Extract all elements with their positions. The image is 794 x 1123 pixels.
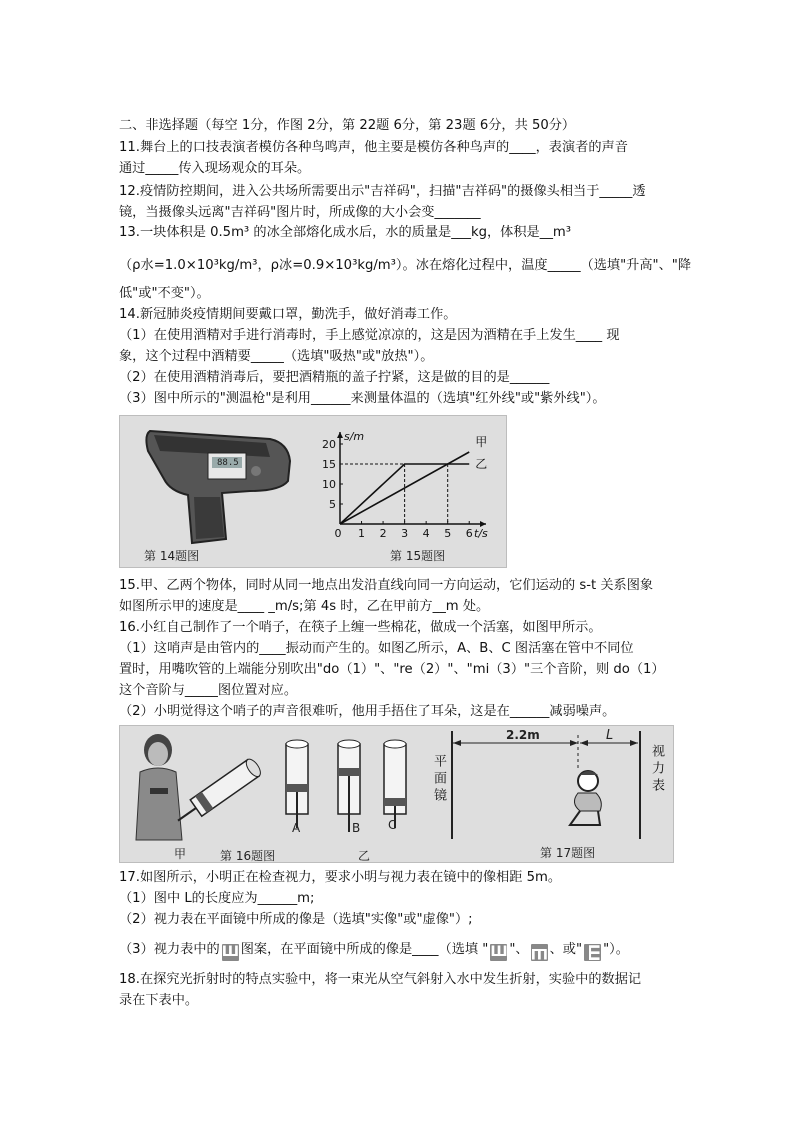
vision-test-diagram xyxy=(420,729,670,844)
x-tick-label: 5 xyxy=(444,527,452,540)
y-axis-label: s/m xyxy=(344,430,365,443)
y-tick-label: 10 xyxy=(322,478,336,491)
e-option-down-icon: Ш xyxy=(530,945,548,961)
q17-1: （1）图中 L的长度应为______m; xyxy=(119,891,315,906)
q15-line1: 15.甲、乙两个物体，同时从同一地点出发沿直线向同一方向运动，它们运动的 s-t 关系图象 xyxy=(119,578,654,593)
label-jia: 甲 xyxy=(174,847,187,861)
x-tick-label: 3 xyxy=(401,527,409,540)
q17-3-part4: 、或" xyxy=(549,942,583,957)
tube-a xyxy=(286,740,308,828)
tube-c xyxy=(384,740,406,828)
mirror-label: 平面镜 xyxy=(431,754,446,805)
figure-15-caption: 第 15题图 xyxy=(390,549,446,563)
q17-3 xyxy=(119,941,629,961)
x-tick-label: 6 xyxy=(465,527,473,540)
q14-1-line1: （1）在使用酒精对手进行消毒时，手上感觉凉凉的，这是因为酒精在手上发生____ 现 xyxy=(119,328,620,343)
x-tick-label: 0 xyxy=(334,527,342,540)
figure-16-caption: 第 16题图 xyxy=(220,849,276,863)
y-tick-label: 5 xyxy=(329,498,336,511)
tube-b xyxy=(338,740,360,832)
x-tick-label: 4 xyxy=(422,527,430,540)
whistle-illustration xyxy=(126,728,416,848)
label-c: C xyxy=(388,818,397,832)
q12-line1: 12.疫情防控期间，进入公共场所需要出示"吉祥码"，扫描"吉祥码"的摄像头相当于_____透 xyxy=(119,184,646,199)
chart-label: 视力表 xyxy=(649,744,664,795)
q17-3-part3: "、 xyxy=(509,942,529,957)
q18-line1: 18.在探究光折射时的特点实验中，将一束光从空气斜射入水中发生折射，实验中的数据记 xyxy=(119,972,642,987)
q16-2: （2）小明觉得这个哨子的声音很难听，他用手捂住了耳朵，这是在______减弱噪声。 xyxy=(119,704,616,719)
q14-line1: 14.新冠肺炎疫情期间要戴口罩，勤洗手，做好消毒工作。 xyxy=(119,307,457,322)
figure-14-caption: 第 14题图 xyxy=(144,549,200,563)
q17-line1: 17.如图所示，小明正在检查视力，要求小明与视力表在镜中的像相距 5m。 xyxy=(119,870,562,885)
figure-17-caption: 第 17题图 xyxy=(540,846,596,860)
q14-2: （2）在使用酒精消毒后，要把酒精瓶的盖子拧紧，这是做的目的是______ xyxy=(119,370,550,385)
e-pattern-icon: Ш xyxy=(221,944,239,960)
l-label: L xyxy=(606,728,614,743)
distance-label: 2.2m xyxy=(506,728,540,742)
q13-line3: 低"或"不变"）。 xyxy=(119,286,210,301)
q17-3-part2: 图案，在平面镜中所成的像是____（选填 " xyxy=(240,942,489,957)
label-a: A xyxy=(292,821,301,835)
x-tick-label: 1 xyxy=(358,527,366,540)
q11-line1: 11.舞台上的口技表演者模仿各种鸟鸣声，他主要是模仿各种鸟声的____，表演者的声音 xyxy=(119,140,628,155)
q16-1-line1: （1）这哨声是由管内的____振动而产生的。如图乙所示，A、B、C 图活塞在管中不同位 xyxy=(119,641,634,656)
thermometer-screen-text: 88.5 xyxy=(217,458,239,468)
q11-line2: 通过_____传入现场观众的耳朵。 xyxy=(119,161,311,176)
q15-line2: 如图所示甲的速度是____ _m/s;第 4s 时，乙在甲前方__m 处。 xyxy=(119,599,490,614)
q16-1-line2: 置时，用嘴吹管的上端能分别吹出"do（1）"、"re（2）"、"mi（3）"三个音阶，则 do（1） xyxy=(119,662,665,677)
y-axis-arrow xyxy=(337,432,343,438)
e-option-up-icon: Ш xyxy=(490,944,508,960)
q18-line2: 录在下表中。 xyxy=(119,993,199,1008)
y-tick-label: 15 xyxy=(322,458,336,471)
y-tick-label: 20 xyxy=(322,438,336,451)
series-label-yi: 乙 xyxy=(475,457,488,471)
figure-14-15 xyxy=(119,415,507,568)
e-option-left-icon: Ш xyxy=(585,944,602,962)
thermometer-gun-image xyxy=(130,421,330,551)
x-tick-label: 2 xyxy=(379,527,387,540)
q16-1-line3: 这个音阶与_____图位置对应。 xyxy=(119,683,298,698)
label-b: B xyxy=(352,821,361,835)
x-axis-label: t/s xyxy=(474,527,488,540)
q17-3-part1: （3）视力表中的 xyxy=(119,942,220,957)
q17-2: （2）视力表在平面镜中所成的像是（选填"实像"或"虚像"）; xyxy=(119,912,473,927)
series-line-0 xyxy=(340,452,469,524)
series-label-jia: 甲 xyxy=(475,435,488,449)
q14-3: （3）图中所示的"测温枪"是利用______来测量体温的（选填"红外线"或"紫外线"）。 xyxy=(119,391,606,406)
label-yi: 乙 xyxy=(358,849,371,863)
q13-line2: （ρ水=1.0×10³kg/m³，ρ冰=0.9×10³kg/m³）。冰在熔化过程中，温度_____（选填"升高"、"降 xyxy=(119,258,692,273)
figure-16-17 xyxy=(119,725,674,863)
q12-line2: 镜，当摄像头远离"吉祥码"图片时，所成像的大小会变_______ xyxy=(119,205,481,220)
q14-1-line2: 象，这个过程中酒精要_____（选填"吸热"或"放热"）。 xyxy=(119,349,434,364)
q17-3-part5: "）。 xyxy=(603,942,629,957)
section-heading: 二、非选择题（每空 1分，作图 2分，第 22题 6分，第 23题 6分，共 50分） xyxy=(119,118,576,133)
q16-line1: 16.小红自己制作了一个哨子，在筷子上缠一些棉花，做成一个活塞，如图甲所示。 xyxy=(119,620,602,635)
st-chart xyxy=(320,422,490,542)
q13-line1: 13.一块体积是 0.5m³ 的冰全部熔化成水后，水的质量是___kg，体积是__m³ xyxy=(119,225,572,240)
